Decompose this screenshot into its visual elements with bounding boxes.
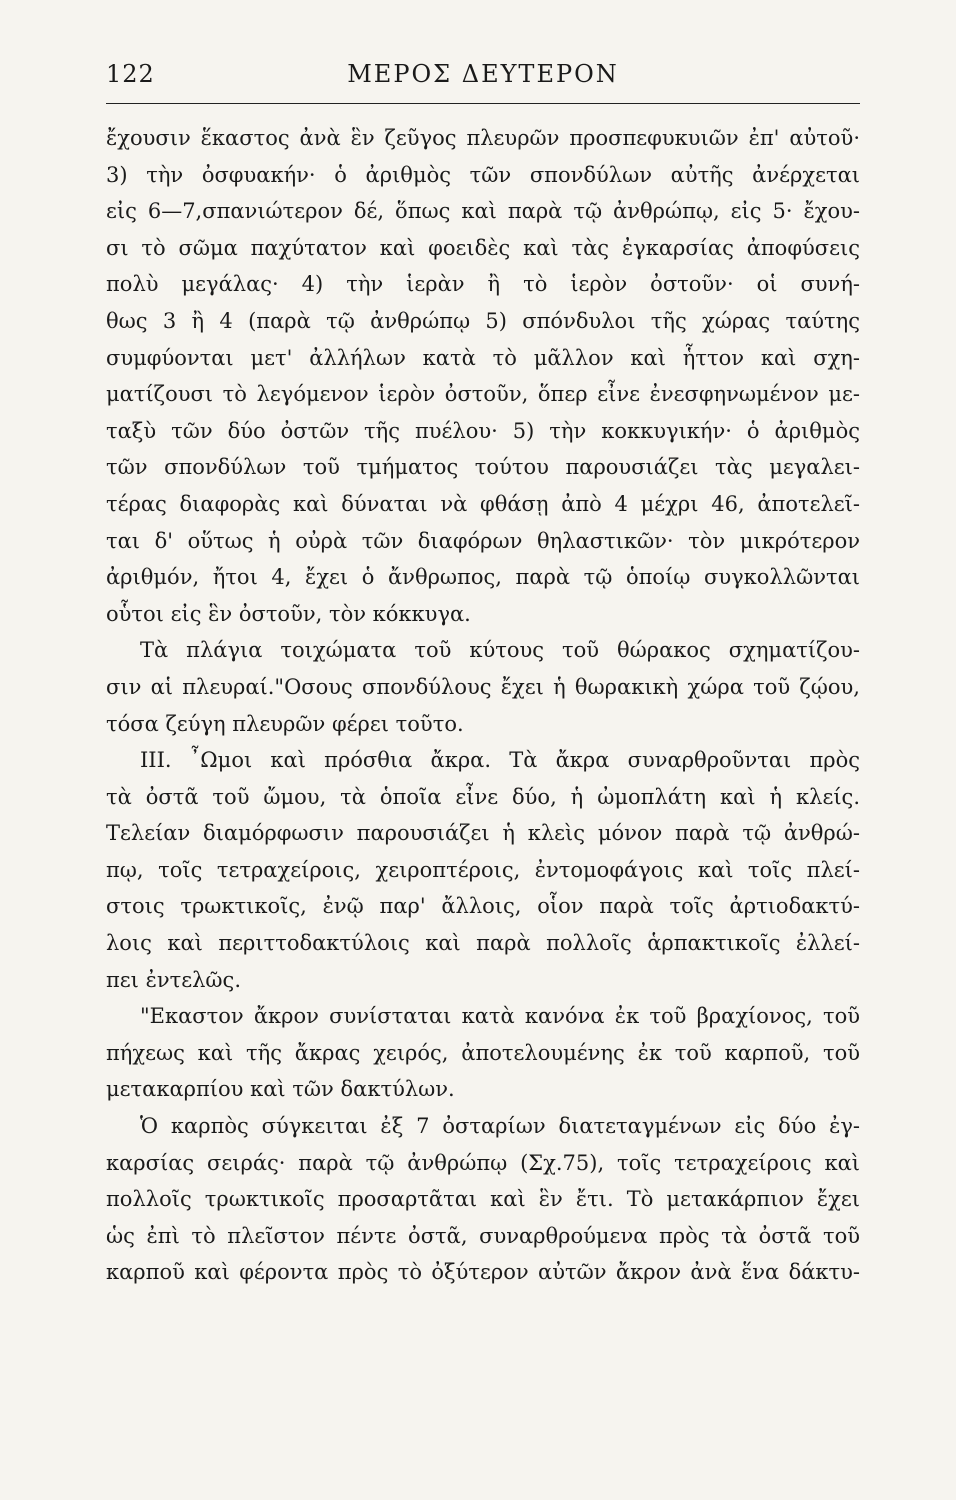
text-line: ἀριθμόν, ἤτοι 4, ἔχει ὁ ἄνθρωπος, παρὰ τῷ ὁποίῳ συγκολλῶνται — [106, 565, 860, 590]
text-line: "Εκαστον ἄκρον συνίσταται κατὰ κανόνα ἐκ τοῦ βραχίονος, τοῦ — [140, 1004, 860, 1029]
text-line: πήχεως καὶ τῆς ἄκρας χειρός, ἀποτελουμένης ἐκ τοῦ καρποῦ, τοῦ — [106, 1040, 860, 1065]
text-line: Τὰ πλάγια τοιχώματα τοῦ κύτους τοῦ θώρακος σχηματίζου- — [140, 638, 860, 663]
text-line: συμφύονται μετ' ἀλλήλων κατὰ τὸ μᾶλλον καὶ ἧττον καὶ σχη- — [106, 345, 860, 370]
text-line: λοις καὶ περιττοδακτύλοις καὶ παρὰ πολλοῖς ἁρπακτικοῖς ἐλλεί- — [106, 931, 860, 956]
text-line: σιν αἱ πλευραί."Οσους σπονδύλους ἔχει ἡ θωρακικὴ χώρα τοῦ ζῴου, — [106, 674, 860, 699]
body-text — [106, 120, 860, 1291]
text-line: τῶν σπονδύλων τοῦ τμήματος τούτου παρουσιάζει τὰς μεγαλει- — [106, 455, 860, 480]
text-line: ταξὺ τῶν δύο ὀστῶν τῆς πυέλου· 5) τὴν κοκκυγικήν· ὁ ἀριθμὸς — [106, 418, 860, 443]
running-title: ΜΕΡΟΣ ΔΕΥΤΕΡΟΝ — [347, 60, 619, 88]
page-number: 122 — [106, 60, 155, 88]
text-line: Τελείαν διαμόρφωσιν παρουσιάζει ἡ κλεὶς μόνον παρὰ τῷ ἀνθρώ- — [106, 821, 860, 846]
text-line: ὡς ἐπὶ τὸ πλεῖστον πέντε ὀστᾶ, συναρθρούμενα πρὸς τὰ ὀστᾶ τοῦ — [106, 1223, 860, 1248]
text-line: τόσα ζεύγη πλευρῶν φέρει τοῦτο. — [106, 711, 464, 736]
text-line: τὰ ὀστᾶ τοῦ ὤμου, τὰ ὁποῖα εἶνε δύο, ἡ ὠμοπλάτη καὶ ἡ κλείς. — [106, 784, 860, 809]
text-line: πῳ, τοῖς τετραχείροις, χειροπτέροις, ἐντομοφάγοις καὶ τοῖς πλεί- — [106, 857, 860, 882]
text-line: 3) τὴν ὀσφυακήν· ὁ ἀριθμὸς τῶν σπονδύλων αὐτῆς ἀνέρχεται — [106, 162, 860, 187]
text-line: πολὺ μεγάλας· 4) τὴν ἱερὰν ἢ τὸ ἱερὸν ὀστοῦν· οἱ συνή- — [106, 272, 860, 297]
text-line: σι τὸ σῶμα παχύτατον καὶ φοειδὲς καὶ τὰς ἐγκαρσίας ἀποφύσεις — [106, 235, 860, 260]
text-line: θως 3 ἢ 4 (παρὰ τῷ ἀνθρώπῳ 5) σπόνδυλοι τῆς χώρας ταύτης — [106, 308, 860, 333]
page-header — [106, 60, 860, 96]
text-line: ται δ' οὕτως ἡ οὐρὰ τῶν διαφόρων θηλαστικῶν· τὸν μικρότερον — [106, 528, 860, 553]
text-line: καρποῦ καὶ φέροντα πρὸς τὸ ὀξύτερον αὐτῶν ἄκρον ἀνὰ ἕνα δάκτυ- — [106, 1260, 860, 1285]
text-line: Ὁ καρπὸς σύγκειται ἐξ 7 ὀσταρίων διατεταγμένων εἰς δύο ἐγ- — [140, 1114, 860, 1139]
text-line: III. ῏Ωμοι καὶ πρόσθια ἄκρα. Τὰ ἄκρα συναρθροῦνται πρὸς — [140, 748, 860, 773]
header-rule — [106, 103, 860, 104]
text-line: εἰς 6—7,σπανιώτερον δέ, ὅπως καὶ παρὰ τῷ ἀνθρώπῳ, εἰς 5· ἔχου- — [106, 199, 860, 224]
text-line: ἔχουσιν ἕκαστος ἀνὰ ἓν ζεῦγος πλευρῶν προσπεφυκυιῶν ἐπ' αὐτοῦ· — [106, 126, 860, 150]
text-line: τέρας διαφορὰς καὶ δύναται νὰ φθάσῃ ἀπὸ 4 μέχρι 46, ἀποτελεῖ- — [106, 491, 860, 516]
text-line: πολλοῖς τρωκτικοῖς προσαρτᾶται καὶ ἓν ἔτι. Τὸ μετακάρπιον ἔχει — [106, 1187, 860, 1212]
text-line: στοις τρωκτικοῖς, ἐνῷ παρ' ἄλλοις, οἷον παρὰ τοῖς ἀρτιοδακτύ- — [106, 894, 860, 919]
text-line: ματίζουσι τὸ λεγόμενον ἱερὸν ὀστοῦν, ὅπερ εἶνε ἐνεσφηνωμένον με- — [106, 382, 860, 407]
text-line: καρσίας σειράς· παρὰ τῷ ἀνθρώπῳ (Σχ.75), τοῖς τετραχείροις καὶ — [106, 1150, 860, 1175]
text-line: μετακαρπίου καὶ τῶν δακτύλων. — [106, 1077, 455, 1102]
text-line: πει ἐντελῶς. — [106, 967, 241, 992]
text-line: οὗτοι εἰς ἓν ὀστοῦν, τὸν κόκκυγα. — [106, 601, 471, 626]
